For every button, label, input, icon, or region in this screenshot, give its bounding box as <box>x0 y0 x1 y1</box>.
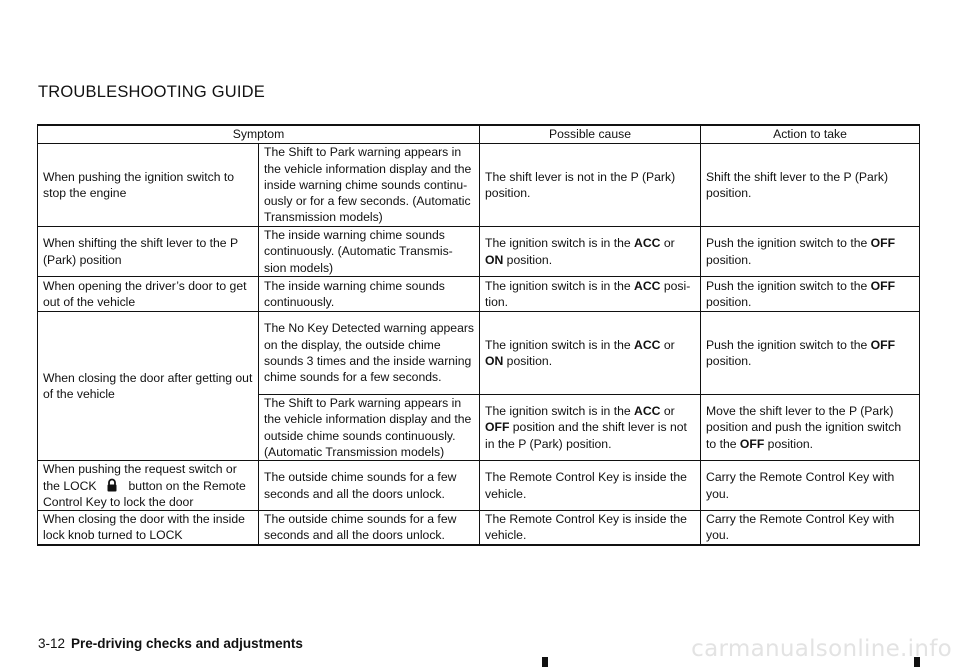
cause-text: or <box>660 236 675 251</box>
cause-text: posi-tion. <box>485 278 691 309</box>
action-text: Push the ignition switch to the <box>706 236 871 251</box>
symptom-detail-cell: The outside chime sounds for a few seconds and all the doors unlock. <box>259 511 480 545</box>
cause-bold-acc: ACC <box>634 236 661 251</box>
table-row <box>38 144 920 227</box>
action-text: position. <box>706 295 752 309</box>
symptom-detail-cell: The inside warning chime sounds continuously. <box>259 277 480 312</box>
table-row <box>38 277 920 312</box>
cause-text: position. <box>503 252 553 267</box>
action-cell: Carry the Remote Control Key with you. <box>701 511 920 545</box>
action-cell: Carry the Remote Control Key with you. <box>701 461 920 511</box>
action-bold-off: OFF <box>870 278 896 293</box>
troubleshooting-table <box>37 124 920 546</box>
table-row <box>38 312 920 395</box>
symptom-cell: When closing the door after getting out of the vehicle <box>38 312 259 461</box>
symptom-cell <box>38 461 259 511</box>
cause-cell: The Remote Control Key is inside the vehicle. <box>480 461 701 511</box>
action-text: Move the shift lever to the P (Park) position and push the ignition switch to the <box>706 404 902 451</box>
watermark: carmanualsonline.info <box>691 636 952 662</box>
table-row <box>38 461 920 511</box>
action-text: position. <box>706 354 752 368</box>
cause-cell: The shift lever is not in the P (Park) position. <box>480 144 701 227</box>
cause-bold-acc: ACC <box>634 337 661 352</box>
symptom-cell: When closing the door with the inside lock knob turned to LOCK <box>38 511 259 545</box>
action-text: position. <box>764 436 814 451</box>
page-title: TROUBLESHOOTING GUIDE <box>38 83 265 101</box>
cause-cell: The Remote Control Key is inside the vehicle. <box>480 511 701 545</box>
table-row <box>38 511 920 545</box>
symptom-detail-cell: The Shift to Park warning appears in the vehicle information display and the outside chime sounds continuously. (Automatic Transmission models) <box>259 395 480 461</box>
action-text: Push the ignition switch to the <box>706 278 871 293</box>
cause-text: The ignition switch is in the <box>485 236 635 251</box>
symptom-detail-cell: The inside warning chime sounds continuously. (Automatic Transmis-sion models) <box>259 227 480 277</box>
action-bold-off: OFF <box>870 337 896 352</box>
table-row <box>38 227 920 277</box>
cause-text: The ignition switch is in the <box>485 337 635 352</box>
symptom-detail-cell: The Shift to Park warning appears in the vehicle information display and the inside warning chime sounds continu-ously or for a few seconds. (Automatic Transmission models) <box>259 144 480 227</box>
action-text: Push the ignition switch to the <box>706 337 871 352</box>
symptom-cell: When opening the driver’s door to get out of the vehicle <box>38 277 259 312</box>
cause-text: or <box>660 337 675 352</box>
symptom-cell: When pushing the ignition switch to stop the engine <box>38 144 259 227</box>
lock-icon <box>105 478 119 492</box>
page-number: 3-12 <box>38 636 66 651</box>
cause-bold-on: ON <box>485 252 504 267</box>
action-text: position. <box>706 252 752 267</box>
cause-bold-off: OFF <box>485 420 510 435</box>
cause-text: position. <box>503 354 553 368</box>
action-cell <box>701 227 920 277</box>
cause-text: or <box>660 404 675 419</box>
section-title: Pre-driving checks and adjustments <box>71 636 303 651</box>
cause-text: The ignition switch is in the <box>485 278 635 293</box>
header-possible-cause: Possible cause <box>480 125 701 144</box>
header-action: Action to take <box>701 125 920 144</box>
table-header-row <box>38 125 920 144</box>
cause-text: position and the shift lever is not in the P (Park) position. <box>485 420 687 451</box>
symptom-text: When pushing the request switch or the LOCK <box>43 462 237 493</box>
action-cell <box>701 395 920 461</box>
symptom-detail-cell: The No Key Detected warning appears on the display, the outside chime sounds 3 times and the inside warning chime sounds for a few seconds. <box>259 312 480 395</box>
cause-bold-on: ON <box>485 354 504 368</box>
action-cell: Shift the shift lever to the P (Park) position. <box>701 144 920 227</box>
page-footer <box>38 636 303 651</box>
symptom-text: button on the Remote Control Key to lock the door <box>43 478 246 509</box>
action-cell <box>701 312 920 395</box>
action-bold-off: OFF <box>870 236 896 251</box>
cause-cell <box>480 227 701 277</box>
action-bold-off: OFF <box>739 436 765 451</box>
cause-cell <box>480 312 701 395</box>
action-cell <box>701 277 920 312</box>
symptom-detail-cell: The outside chime sounds for a few seconds and all the doors unlock. <box>259 461 480 511</box>
cause-bold-acc: ACC <box>634 404 661 419</box>
cause-bold-acc: ACC <box>634 278 661 293</box>
cause-text: The ignition switch is in the <box>485 404 635 419</box>
cause-cell <box>480 277 701 312</box>
symptom-cell: When shifting the shift lever to the P (Park) position <box>38 227 259 277</box>
header-symptom: Symptom <box>38 125 480 144</box>
crop-mark <box>542 657 548 667</box>
cause-cell <box>480 395 701 461</box>
